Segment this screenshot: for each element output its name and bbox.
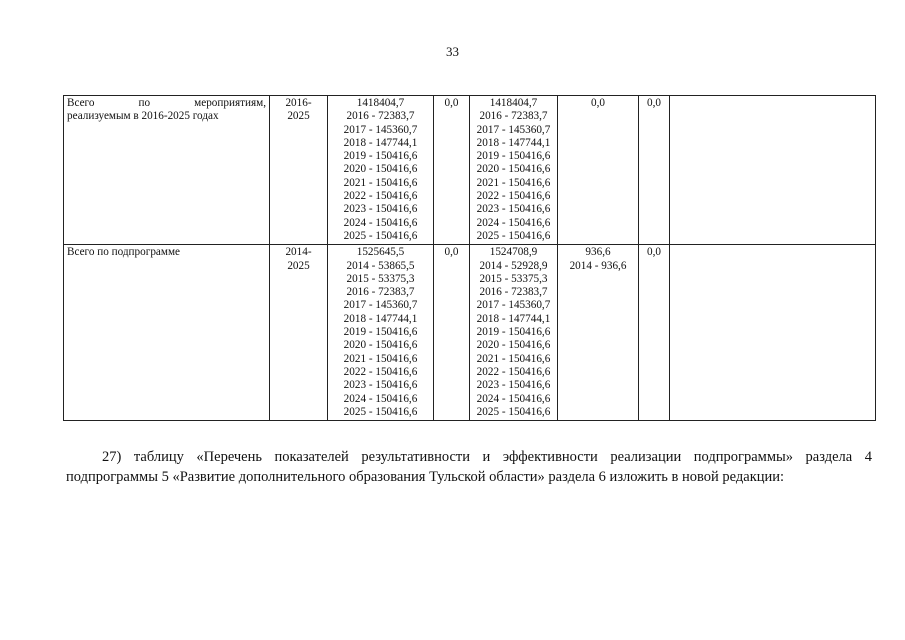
funding-table: [63, 95, 876, 421]
amount-line: 2017 - 145360,7: [343, 299, 418, 312]
amount-line: 2018 - 147744,1: [343, 312, 418, 325]
row-col6-cell: [639, 96, 670, 245]
amount-line: 2022 - 150416,6: [476, 190, 551, 203]
amount-line: 0,0: [647, 246, 661, 259]
row-col6-cell: [639, 245, 670, 421]
row-period-cell: [270, 245, 328, 421]
row-period-line: 2025: [287, 110, 310, 123]
row-total-cell: [328, 96, 434, 245]
row-name-cell: [64, 245, 270, 421]
amount-line: 2015 - 53375,3: [479, 272, 548, 285]
amount-line: 2021 - 150416,6: [476, 352, 551, 365]
amount-line: 2018 - 147744,1: [476, 136, 551, 149]
amount-line: 2017 - 145360,7: [476, 299, 551, 312]
row-name-line: реализуемым в 2016-2025 годах: [67, 110, 219, 123]
amount-line: 2024 - 150416,6: [343, 216, 418, 229]
row-col4-cell: [470, 245, 558, 421]
paragraph-text: [66, 447, 872, 487]
row-period-line: 2016-: [285, 97, 312, 109]
amount-line: 2019 - 150416,6: [476, 150, 551, 163]
amount-line: 2018 - 147744,1: [476, 312, 551, 325]
row-name-line: Всего по подпрограмме: [67, 246, 181, 259]
row-period-line: 2014-: [285, 246, 312, 259]
amount-line: 2014 - 936,6: [569, 259, 627, 272]
amount-line: 1524708,9: [489, 246, 538, 259]
amount-line: 2024 - 150416,6: [343, 392, 418, 405]
amount-line: 2020 - 150416,6: [476, 339, 551, 352]
amount-line: 2025 - 150416,6: [476, 405, 551, 418]
amount-line: 2014 - 52928,9: [479, 259, 548, 272]
amount-line: 0,0: [647, 97, 661, 109]
amount-line: 2020 - 150416,6: [343, 339, 418, 352]
amount-line: 2016 - 72383,7: [479, 110, 548, 123]
amount-line: 2015 - 53375,3: [346, 272, 415, 285]
amount-line: 2021 - 150416,6: [343, 352, 418, 365]
amount-line: 2025 - 150416,6: [343, 405, 418, 418]
amount-line: 2014 - 53865,5: [346, 259, 415, 272]
row-period-line: 2025: [287, 259, 310, 272]
page-number: 33: [446, 44, 459, 59]
paragraph-content: 27) таблицу «Перечень показателей результативности и эффективности реализации подпрограммы» раздела 4 подпрограммы 5 «Развитие дополнительного образования Тульской области» раздела 6 изложить в новой редакции:: [66, 449, 872, 485]
amount-line: 2020 - 150416,6: [476, 163, 551, 176]
row-col4-cell: [470, 96, 558, 245]
amount-line: 2023 - 150416,6: [343, 203, 418, 216]
amount-line: 2021 - 150416,6: [343, 176, 418, 189]
row-col7-cell: [670, 245, 876, 421]
amount-line: 0,0: [591, 97, 605, 109]
amount-line: 2022 - 150416,6: [476, 365, 551, 378]
row-col7-cell: [670, 96, 876, 245]
amount-line: 2025 - 150416,6: [476, 229, 551, 242]
amount-line: 1525645,5: [356, 246, 405, 259]
amount-line: 2023 - 150416,6: [343, 379, 418, 392]
row-period-cell: [270, 96, 328, 245]
amount-line: 1418404,7: [489, 97, 538, 109]
amount-line: 0,0: [444, 246, 459, 259]
amount-line: 2018 - 147744,1: [343, 136, 418, 149]
row-col3-cell: [434, 96, 470, 245]
row-name-line: Всего по мероприятиям,: [67, 97, 266, 109]
amount-line: 2016 - 72383,7: [346, 110, 415, 123]
amount-line: 2021 - 150416,6: [476, 176, 551, 189]
amount-line: 936,6: [585, 246, 611, 259]
amount-line: 2019 - 150416,6: [343, 326, 418, 339]
row-col3-cell: [434, 245, 470, 421]
row-total-cell: [328, 245, 434, 421]
amount-line: 2019 - 150416,6: [343, 150, 418, 163]
table-row: [64, 245, 876, 421]
amount-line: 2022 - 150416,6: [343, 365, 418, 378]
amount-line: 2016 - 72383,7: [479, 286, 548, 299]
amount-line: 2017 - 145360,7: [343, 123, 418, 136]
amount-line: 2023 - 150416,6: [476, 379, 551, 392]
amount-line: 2023 - 150416,6: [476, 203, 551, 216]
amount-line: 2020 - 150416,6: [343, 163, 418, 176]
row-name-cell: [64, 96, 270, 245]
table-row: [64, 96, 876, 245]
amount-line: 2022 - 150416,6: [343, 190, 418, 203]
amount-line: 2025 - 150416,6: [343, 229, 418, 242]
amount-line: 2019 - 150416,6: [476, 326, 551, 339]
amount-line: 2016 - 72383,7: [346, 286, 415, 299]
amount-line: 0,0: [444, 97, 459, 109]
amount-line: 1418404,7: [356, 97, 405, 109]
amount-line: 2024 - 150416,6: [476, 216, 551, 229]
amount-line: 2024 - 150416,6: [476, 392, 551, 405]
row-col5-cell: [558, 96, 639, 245]
amount-line: 2017 - 145360,7: [476, 123, 551, 136]
row-col5-cell: [558, 245, 639, 421]
